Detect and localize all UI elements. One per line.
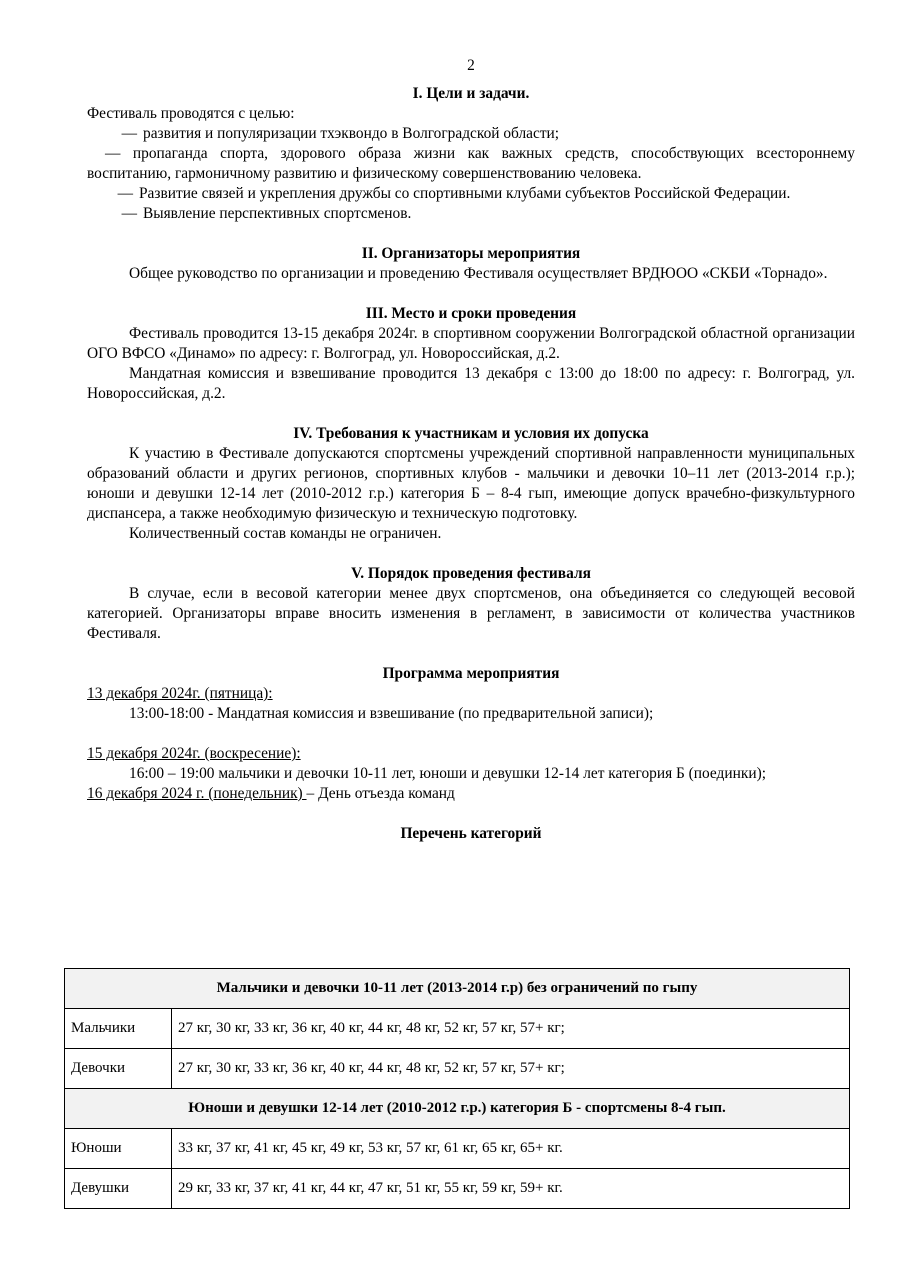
table-row bbox=[65, 1089, 850, 1129]
section2-text: Общее руководство по организации и проведению Фестиваля осуществляет ВРДЮОО «СКБИ «Торнадо». bbox=[129, 265, 828, 282]
row-weights: 27 кг, 30 кг, 33 кг, 36 кг, 40 кг, 44 кг, 48 кг, 52 кг, 57 кг, 57+ кг; bbox=[172, 1049, 850, 1089]
list-item bbox=[87, 144, 855, 184]
program-day1-date: 13 декабря 2024г. (пятница): bbox=[87, 685, 273, 702]
program-title: Программа мероприятия bbox=[382, 665, 560, 682]
row-label: Девушки bbox=[65, 1169, 172, 1209]
section4-title: IV. Требования к участникам и условия их допуска bbox=[293, 425, 649, 442]
row-label: Юноши bbox=[65, 1129, 172, 1169]
list-item-text: Развитие связей и укрепления дружбы со спортивными клубами субъектов Российской Федерации. bbox=[139, 185, 791, 202]
section1-title: I. Цели и задачи. bbox=[412, 85, 530, 102]
categories-title: Перечень категорий bbox=[400, 825, 542, 842]
list-item-text: пропаганда спорта, здорового образа жизни как важных средств, способствующих всестороннему воспитанию, гармоничному развитию и физическому совершенствованию человека. bbox=[87, 145, 855, 182]
categories-table bbox=[64, 968, 850, 1209]
section2-title: II. Организаторы мероприятия bbox=[361, 245, 581, 262]
program-day2-text: 16:00 – 19:00 мальчики и девочки 10-11 лет, юноши и девушки 12-14 лет категория Б (поединки); bbox=[129, 765, 766, 782]
page-number: 2 bbox=[467, 57, 475, 74]
document-page bbox=[87, 56, 855, 844]
group-header: Мальчики и девочки 10-11 лет (2013-2014 г.р) без ограничений по гыпу bbox=[65, 969, 850, 1009]
section4-paragraph: Количественный состав команды не ограничен. bbox=[129, 525, 442, 542]
list-dash: — bbox=[105, 145, 121, 162]
table-row bbox=[65, 969, 850, 1009]
program-day1-text: 13:00-18:00 - Мандатная комиссия и взвешивание (по предварительной записи); bbox=[129, 705, 654, 722]
section3-paragraph: Фестиваль проводится 13-15 декабря 2024г. в спортивном сооружении Волгоградской областной организации ОГО ВФСО «Динамо» по адресу: г. Волгоград, ул. Новороссийская, д.2. bbox=[87, 325, 855, 362]
section4-paragraph: К участию в Фестивале допускаются спортсмены учреждений спортивной направленности муниципальных образований области и других регионов, спортивных клубов - мальчики и девочки 10–11 лет (2013-2014 г.р.); юноши и девушки 12-14 лет (2010-2012 г.р.) категория Б – 8-4 гып, имеющие допуск врачебно-физкультурного диспансера, а также необходимую физическую и техническую подготовку. bbox=[87, 445, 855, 522]
row-label: Мальчики bbox=[65, 1009, 172, 1049]
list-item bbox=[87, 124, 855, 144]
list-dash: — bbox=[121, 125, 137, 142]
group-header: Юноши и девушки 12-14 лет (2010-2012 г.р.) категория Б - спортсмены 8-4 гып. bbox=[65, 1089, 850, 1129]
list-dash: — bbox=[117, 185, 133, 202]
list-item bbox=[87, 184, 855, 204]
program-day3-text: – День отъезда команд bbox=[306, 785, 455, 802]
table-row bbox=[65, 1009, 850, 1049]
list-item-text: Выявление перспективных спортсменов. bbox=[143, 205, 412, 222]
section5-paragraph: В случае, если в весовой категории менее двух спортсменов, она объединяется со следующей весовой категорией. Организаторы вправе вносить изменения в регламент, в зависимости от количества участников Фестиваля. bbox=[87, 585, 855, 642]
program-day2-date: 15 декабря 2024г. (воскресение): bbox=[87, 745, 301, 762]
table-row bbox=[65, 1129, 850, 1169]
list-dash: — bbox=[121, 205, 137, 222]
section3-paragraph: Мандатная комиссия и взвешивание проводится 13 декабря с 13:00 до 18:00 по адресу: г. Волгоград, ул. Новороссийская, д.2. bbox=[87, 365, 855, 402]
table-row bbox=[65, 1049, 850, 1089]
program-day3 bbox=[87, 784, 855, 804]
table-row bbox=[65, 1169, 850, 1209]
section5-title: V. Порядок проведения фестиваля bbox=[351, 565, 591, 582]
row-weights: 29 кг, 33 кг, 37 кг, 41 кг, 44 кг, 47 кг, 51 кг, 55 кг, 59 кг, 59+ кг. bbox=[172, 1169, 850, 1209]
row-label: Девочки bbox=[65, 1049, 172, 1089]
row-weights: 27 кг, 30 кг, 33 кг, 36 кг, 40 кг, 44 кг, 48 кг, 52 кг, 57 кг, 57+ кг; bbox=[172, 1009, 850, 1049]
section3-title: III. Место и сроки проведения bbox=[365, 305, 577, 322]
list-item bbox=[87, 204, 855, 224]
program-day3-date: 16 декабря 2024 г. (понедельник) bbox=[87, 785, 307, 802]
list-item-text: развития и популяризации тхэквондо в Волгоградской области; bbox=[143, 125, 560, 142]
section1-intro: Фестиваль проводятся с целью: bbox=[87, 105, 295, 122]
row-weights: 33 кг, 37 кг, 41 кг, 45 кг, 49 кг, 53 кг, 57 кг, 61 кг, 65 кг, 65+ кг. bbox=[172, 1129, 850, 1169]
